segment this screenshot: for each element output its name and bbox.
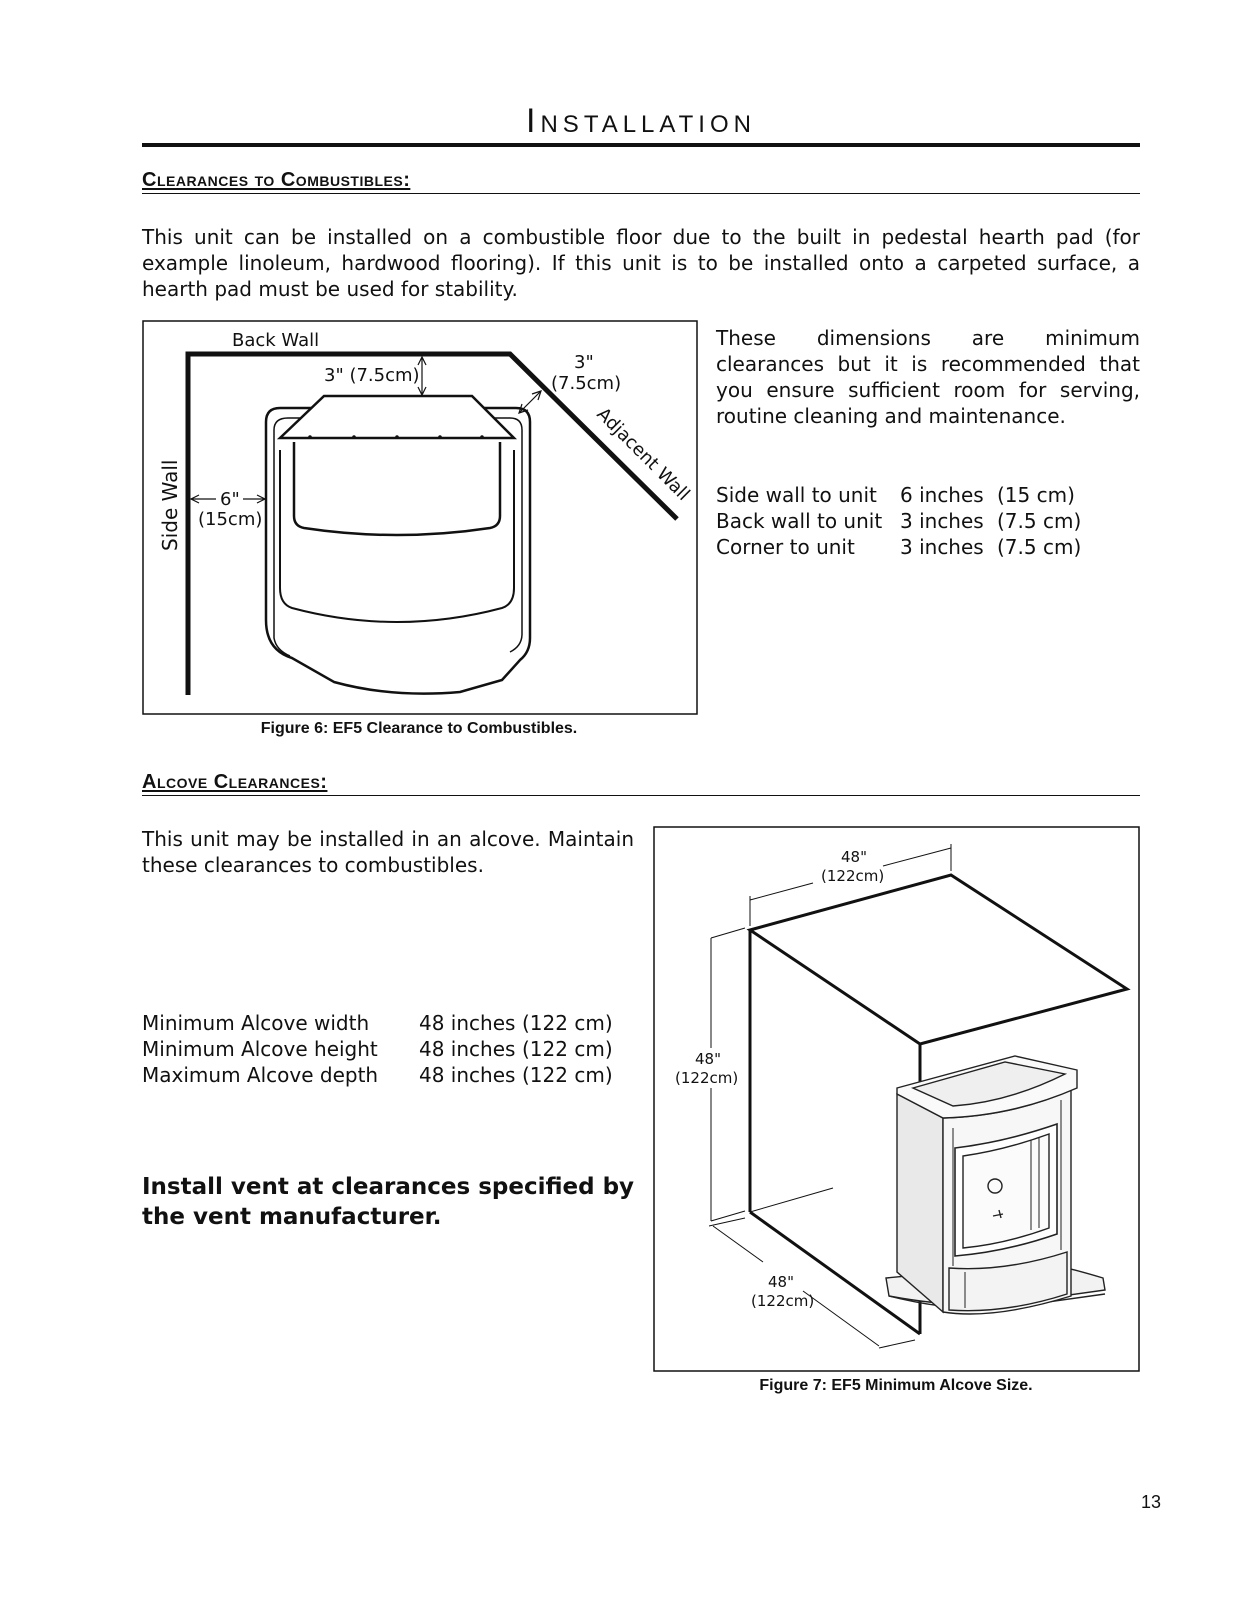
alcove-depth-inches: 48" — [768, 1273, 794, 1291]
clearances-intro: This unit can be installed on a combustible floor due to the built in pedestal hearth pad (for example linoleum, hardwood flooring). If this unit is to be installed onto a carpeted surface, a hearth pad must be used for stability. — [142, 225, 1140, 301]
spec-label: Back wall to unit — [716, 509, 883, 533]
spec-inches: 3 inches — [900, 535, 984, 559]
side-dimension-cm: (15cm) — [198, 509, 263, 530]
clearances-note: These dimensions are minimum clearances but it is recommended that you ensure sufficient room for serving, routine cleaning and maintenance. — [716, 326, 1140, 428]
figure-7-alcove-diagram — [653, 826, 1141, 1373]
spec-cm: (122 cm) — [522, 1063, 613, 1087]
spec-label: Minimum Alcove width — [142, 1011, 370, 1035]
alcove-width-inches: 48" — [841, 848, 867, 866]
spec-inches: 48 inches — [419, 1011, 516, 1035]
spec-cm: (122 cm) — [522, 1011, 613, 1035]
figure-6-clearance-diagram — [142, 320, 699, 716]
clearances-heading-text: Clearances to Combustibles: — [142, 169, 411, 191]
figure-7-caption: Figure 7: EF5 Minimum Alcove Size. — [759, 1377, 1033, 1394]
clearances-heading — [142, 169, 1140, 194]
spec-inches: 3 inches — [900, 509, 984, 533]
vent-note — [142, 1172, 634, 1232]
vent-note-line-2: the vent manufacturer. — [142, 1204, 442, 1230]
spec-label: Side wall to unit — [716, 483, 877, 507]
side-dimension-inches: 6" — [220, 489, 240, 510]
alcove-depth-cm: (122cm) — [751, 1292, 815, 1310]
spec-inches: 48 inches — [419, 1037, 516, 1061]
alcove-width-cm: (122cm) — [821, 867, 885, 885]
spec-inches: 6 inches — [900, 483, 984, 507]
alcove-height-inches: 48" — [695, 1050, 721, 1068]
spec-label: Minimum Alcove height — [142, 1037, 378, 1061]
alcove-intro: This unit may be installed in an alcove. Maintain these clearances to combustibles. — [142, 827, 634, 877]
back-wall-label: Back Wall — [232, 330, 320, 351]
spec-cm: (122 cm) — [522, 1037, 613, 1061]
title-rule — [142, 143, 1140, 147]
corner-dimension-inches: 3" — [574, 352, 594, 373]
vent-note-line-1: Install vent at clearances specified by — [142, 1174, 635, 1200]
spec-inches: 48 inches — [419, 1063, 516, 1087]
alcove-heading-text: Alcove Clearances: — [142, 771, 328, 793]
spec-cm: (7.5 cm) — [997, 509, 1082, 533]
adjacent-wall-label: Adjacent Wall — [592, 403, 694, 506]
page-number: 13 — [1141, 1492, 1162, 1512]
back-dimension-label: 3" (7.5cm) — [324, 365, 420, 386]
page-title: Installation — [526, 102, 756, 140]
spec-label: Maximum Alcove depth — [142, 1063, 379, 1087]
figure-6-caption: Figure 6: EF5 Clearance to Combustibles. — [260, 720, 578, 737]
alcove-height-cm: (122cm) — [675, 1069, 739, 1087]
spec-cm: (15 cm) — [997, 483, 1075, 507]
alcove-heading — [142, 771, 1140, 796]
spec-label: Corner to unit — [716, 535, 855, 559]
spec-cm: (7.5 cm) — [997, 535, 1082, 559]
corner-dimension-cm: (7.5cm) — [551, 373, 622, 394]
side-wall-label: Side Wall — [158, 459, 182, 551]
